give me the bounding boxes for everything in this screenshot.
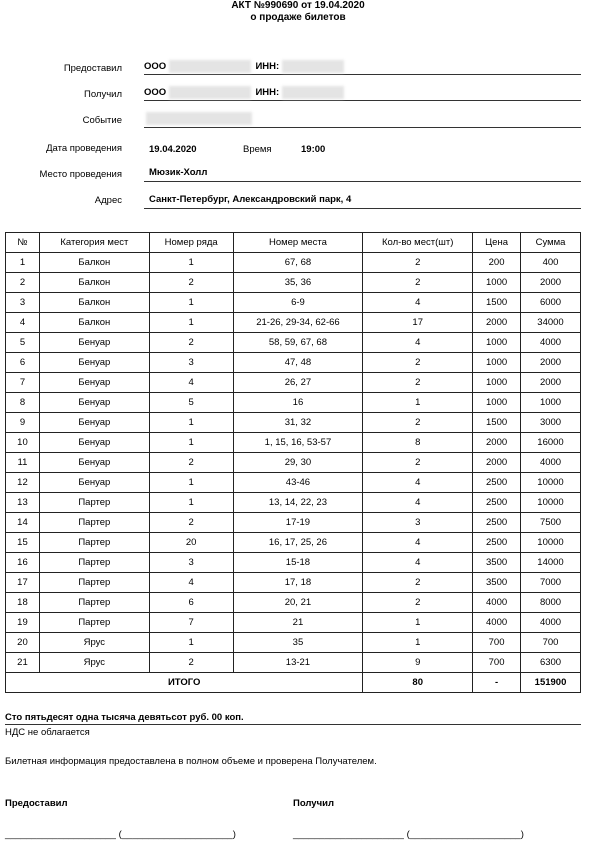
cell-qty: 2 xyxy=(363,413,473,433)
cell-sum: 1000 xyxy=(521,393,581,413)
cell-category: Балкон xyxy=(39,313,149,333)
tickets-table xyxy=(5,232,581,693)
cell-price: 3500 xyxy=(473,553,521,573)
cell-sum: 10000 xyxy=(521,473,581,493)
cell-index: 11 xyxy=(6,453,40,473)
cell-category: Бенуар xyxy=(39,473,149,493)
table-row xyxy=(6,413,581,433)
cell-sum: 7500 xyxy=(521,513,581,533)
cell-category: Ярус xyxy=(39,653,149,673)
cell-seats: 43-46 xyxy=(233,473,363,493)
cell-qty: 9 xyxy=(363,653,473,673)
cell-category: Бенуар xyxy=(39,413,149,433)
cell-sum: 2000 xyxy=(521,273,581,293)
cell-qty: 1 xyxy=(363,613,473,633)
cell-seats: 16 xyxy=(233,393,363,413)
table-row xyxy=(6,273,581,293)
total-qty: 80 xyxy=(363,673,473,693)
cell-price: 4000 xyxy=(473,613,521,633)
cell-seats: 13-21 xyxy=(233,653,363,673)
cell-index: 9 xyxy=(6,413,40,433)
cell-sum: 8000 xyxy=(521,593,581,613)
cell-price: 1500 xyxy=(473,293,521,313)
document-subtitle: о продаже билетов xyxy=(250,12,346,23)
cell-index: 5 xyxy=(6,333,40,353)
provided-inn-label: ИНН: xyxy=(255,61,280,73)
cell-category: Бенуар xyxy=(39,433,149,453)
cell-seats: 20, 21 xyxy=(233,593,363,613)
cell-price: 2000 xyxy=(473,453,521,473)
cell-price: 1000 xyxy=(473,393,521,413)
provided-field xyxy=(144,60,581,75)
cell-qty: 2 xyxy=(363,573,473,593)
cell-sum: 4000 xyxy=(521,613,581,633)
cell-qty: 1 xyxy=(363,393,473,413)
cell-seats: 47, 48 xyxy=(233,353,363,373)
col-header: Сумма xyxy=(521,233,581,253)
cell-row: 2 xyxy=(149,653,233,673)
col-header: Номер места xyxy=(233,233,363,253)
cell-category: Партер xyxy=(39,593,149,613)
cell-seats: 21-26, 29-34, 62-66 xyxy=(233,313,363,333)
col-header: Цена xyxy=(473,233,521,253)
received-inn-label: ИНН: xyxy=(255,87,280,99)
table-row xyxy=(6,513,581,533)
cell-category: Партер xyxy=(39,513,149,533)
cell-price: 2500 xyxy=(473,473,521,493)
provided-label: Предоставил xyxy=(63,63,122,74)
cell-sum: 6000 xyxy=(521,293,581,313)
cell-sum: 4000 xyxy=(521,453,581,473)
cell-sum: 2000 xyxy=(521,373,581,393)
venue-value: Мюзик-Холл xyxy=(149,167,208,178)
redacted-name xyxy=(169,60,251,73)
cell-seats: 35 xyxy=(233,633,363,653)
cell-sum: 700 xyxy=(521,633,581,653)
received-field xyxy=(144,86,581,101)
total-label: ИТОГО xyxy=(6,673,363,693)
cell-seats: 17-19 xyxy=(233,513,363,533)
cell-seats: 17, 18 xyxy=(233,573,363,593)
cell-index: 21 xyxy=(6,653,40,673)
cell-seats: 35, 36 xyxy=(233,273,363,293)
cell-row: 2 xyxy=(149,453,233,473)
received-label: Получил xyxy=(84,89,122,100)
cell-qty: 2 xyxy=(363,593,473,613)
amount-words: Сто пятьдесят одна тысяча девятьсот руб. 00 коп. xyxy=(5,712,244,723)
cell-sum: 2000 xyxy=(521,353,581,373)
date-label: Дата проведения xyxy=(46,143,122,154)
cell-category: Бенуар xyxy=(39,373,149,393)
cell-category: Ярус xyxy=(39,633,149,653)
cell-row: 1 xyxy=(149,493,233,513)
col-header: Кол-во мест(шт) xyxy=(363,233,473,253)
venue-label: Место проведения xyxy=(39,169,122,180)
table-row xyxy=(6,393,581,413)
cell-seats: 13, 14, 22, 23 xyxy=(233,493,363,513)
cell-category: Балкон xyxy=(39,253,149,273)
table-header-row xyxy=(6,233,581,253)
cell-price: 2000 xyxy=(473,313,521,333)
cell-qty: 4 xyxy=(363,553,473,573)
cell-qty: 2 xyxy=(363,273,473,293)
cell-price: 1000 xyxy=(473,333,521,353)
cell-seats: 31, 32 xyxy=(233,413,363,433)
cell-row: 20 xyxy=(149,533,233,553)
cell-category: Партер xyxy=(39,493,149,513)
cell-sum: 400 xyxy=(521,253,581,273)
cell-sum: 34000 xyxy=(521,313,581,333)
cell-index: 12 xyxy=(6,473,40,493)
table-row xyxy=(6,433,581,453)
cell-index: 20 xyxy=(6,633,40,653)
cell-qty: 8 xyxy=(363,433,473,453)
cell-row: 2 xyxy=(149,333,233,353)
total-row xyxy=(6,673,581,693)
cell-qty: 1 xyxy=(363,633,473,653)
cell-row: 1 xyxy=(149,413,233,433)
address-field xyxy=(144,194,581,209)
sign-provided-line: _____________________ (_____________________) xyxy=(5,829,236,840)
cell-index: 17 xyxy=(6,573,40,593)
cell-index: 4 xyxy=(6,313,40,333)
table-body xyxy=(6,253,581,673)
total-price: - xyxy=(473,673,521,693)
cell-row: 4 xyxy=(149,373,233,393)
cell-seats: 29, 30 xyxy=(233,453,363,473)
cell-row: 1 xyxy=(149,253,233,273)
table-row xyxy=(6,533,581,553)
cell-qty: 2 xyxy=(363,253,473,273)
date-value: 19.04.2020 xyxy=(149,144,197,155)
cell-row: 1 xyxy=(149,313,233,333)
redacted-event xyxy=(146,112,252,125)
cell-category: Партер xyxy=(39,533,149,553)
cell-category: Балкон xyxy=(39,273,149,293)
cell-index: 3 xyxy=(6,293,40,313)
table-row xyxy=(6,253,581,273)
cell-price: 1000 xyxy=(473,273,521,293)
cell-index: 16 xyxy=(6,553,40,573)
cell-price: 700 xyxy=(473,633,521,653)
cell-index: 7 xyxy=(6,373,40,393)
cell-seats: 26, 27 xyxy=(233,373,363,393)
address-value: Санкт-Петербург, Александровский парк, 4 xyxy=(149,194,352,205)
cell-index: 6 xyxy=(6,353,40,373)
sign-received-line: _____________________ (_____________________) xyxy=(293,829,524,840)
cell-row: 3 xyxy=(149,553,233,573)
table-row xyxy=(6,453,581,473)
cell-row: 4 xyxy=(149,573,233,593)
cell-qty: 4 xyxy=(363,493,473,513)
provided-org: ООО xyxy=(144,61,167,73)
cell-category: Партер xyxy=(39,613,149,633)
cell-category: Бенуар xyxy=(39,453,149,473)
cell-row: 1 xyxy=(149,473,233,493)
redacted-inn xyxy=(282,86,344,99)
cell-qty: 4 xyxy=(363,533,473,553)
cell-seats: 67, 68 xyxy=(233,253,363,273)
cell-row: 1 xyxy=(149,633,233,653)
cell-index: 13 xyxy=(6,493,40,513)
address-label: Адрес xyxy=(94,195,122,206)
cell-price: 3500 xyxy=(473,573,521,593)
cell-seats: 15-18 xyxy=(233,553,363,573)
cell-index: 19 xyxy=(6,613,40,633)
cell-row: 1 xyxy=(149,433,233,453)
table-row xyxy=(6,653,581,673)
redacted-inn xyxy=(282,60,344,73)
cell-sum: 10000 xyxy=(521,533,581,553)
cell-price: 700 xyxy=(473,653,521,673)
cell-index: 18 xyxy=(6,593,40,613)
cell-row: 2 xyxy=(149,273,233,293)
cell-price: 1500 xyxy=(473,413,521,433)
cell-sum: 6300 xyxy=(521,653,581,673)
cell-sum: 14000 xyxy=(521,553,581,573)
col-header: № xyxy=(6,233,40,253)
cell-seats: 16, 17, 25, 26 xyxy=(233,533,363,553)
cell-qty: 2 xyxy=(363,373,473,393)
cell-price: 200 xyxy=(473,253,521,273)
cell-row: 3 xyxy=(149,353,233,373)
cell-price: 2000 xyxy=(473,433,521,453)
cell-row: 1 xyxy=(149,293,233,313)
table-row xyxy=(6,593,581,613)
cell-qty: 4 xyxy=(363,473,473,493)
cell-price: 2500 xyxy=(473,533,521,553)
table-row xyxy=(6,553,581,573)
total-sum: 151900 xyxy=(521,673,581,693)
cell-sum: 16000 xyxy=(521,433,581,453)
redacted-name xyxy=(169,86,251,99)
cell-qty: 4 xyxy=(363,293,473,313)
document-title: АКТ №990690 от 19.04.2020 xyxy=(231,0,365,11)
table-row xyxy=(6,333,581,353)
cell-index: 1 xyxy=(6,253,40,273)
cell-price: 1000 xyxy=(473,373,521,393)
cell-index: 10 xyxy=(6,433,40,453)
event-label: Событие xyxy=(82,115,122,126)
statement: Билетная информация предоставлена в полном объеме и проверена Получателем. xyxy=(5,756,377,767)
cell-sum: 7000 xyxy=(521,573,581,593)
cell-category: Бенуар xyxy=(39,333,149,353)
table-row xyxy=(6,573,581,593)
table-row xyxy=(6,373,581,393)
cell-category: Бенуар xyxy=(39,393,149,413)
cell-seats: 21 xyxy=(233,613,363,633)
cell-category: Партер xyxy=(39,573,149,593)
table-row xyxy=(6,353,581,373)
sign-received-label: Получил xyxy=(293,798,334,809)
table-row xyxy=(6,473,581,493)
vat-note: НДС не облагается xyxy=(5,727,90,738)
table-row xyxy=(6,313,581,333)
col-header: Категория мест xyxy=(39,233,149,253)
cell-sum: 3000 xyxy=(521,413,581,433)
cell-qty: 4 xyxy=(363,333,473,353)
cell-row: 6 xyxy=(149,593,233,613)
cell-qty: 2 xyxy=(363,453,473,473)
sign-provided-label: Предоставил xyxy=(5,798,68,809)
cell-price: 1000 xyxy=(473,353,521,373)
received-org: ООО xyxy=(144,87,167,99)
cell-seats: 6-9 xyxy=(233,293,363,313)
cell-index: 15 xyxy=(6,533,40,553)
cell-sum: 10000 xyxy=(521,493,581,513)
cell-seats: 58, 59, 67, 68 xyxy=(233,333,363,353)
cell-seats: 1, 15, 16, 53-57 xyxy=(233,433,363,453)
table-row xyxy=(6,493,581,513)
cell-qty: 17 xyxy=(363,313,473,333)
cell-index: 2 xyxy=(6,273,40,293)
cell-price: 2500 xyxy=(473,493,521,513)
cell-sum: 4000 xyxy=(521,333,581,353)
col-header: Номер ряда xyxy=(149,233,233,253)
table-row xyxy=(6,633,581,653)
cell-index: 14 xyxy=(6,513,40,533)
cell-index: 8 xyxy=(6,393,40,413)
cell-qty: 2 xyxy=(363,353,473,373)
cell-price: 2500 xyxy=(473,513,521,533)
time-label: Время xyxy=(243,144,272,155)
cell-category: Партер xyxy=(39,553,149,573)
cell-category: Бенуар xyxy=(39,353,149,373)
cell-qty: 3 xyxy=(363,513,473,533)
cell-row: 2 xyxy=(149,513,233,533)
cell-row: 7 xyxy=(149,613,233,633)
cell-price: 4000 xyxy=(473,593,521,613)
table-row xyxy=(6,293,581,313)
time-value: 19:00 xyxy=(301,144,326,155)
event-field xyxy=(144,112,581,128)
cell-row: 5 xyxy=(149,393,233,413)
divider xyxy=(5,724,581,725)
venue-field xyxy=(144,167,581,182)
table-row xyxy=(6,613,581,633)
cell-category: Балкон xyxy=(39,293,149,313)
